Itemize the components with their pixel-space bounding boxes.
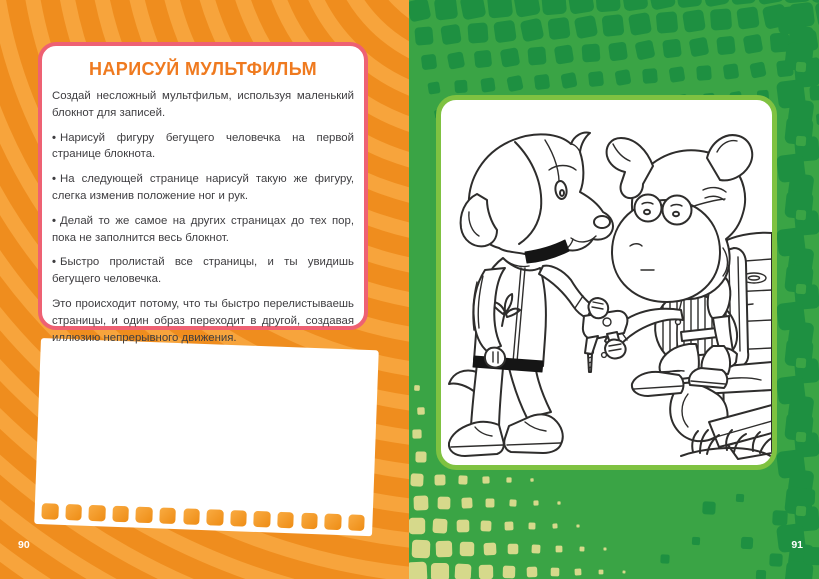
halftone-square	[500, 47, 521, 68]
filmstrip-hole	[65, 504, 82, 521]
bullet-icon: •	[52, 131, 56, 144]
halftone-square	[552, 523, 557, 528]
halftone-square	[434, 474, 445, 485]
halftone-square	[660, 554, 669, 563]
halftone-square	[409, 0, 431, 22]
halftone-square	[603, 547, 606, 550]
halftone-square	[628, 12, 652, 36]
halftone-square	[530, 478, 533, 481]
halftone-square	[531, 544, 540, 553]
bullet-item	[52, 254, 354, 288]
halftone-square	[409, 518, 425, 534]
halftone-square	[483, 542, 496, 555]
bullet-icon: •	[52, 173, 56, 186]
halftone-square	[421, 54, 437, 70]
halftone-square	[431, 563, 449, 579]
coloring-illustration	[441, 100, 772, 465]
halftone-square	[556, 546, 563, 553]
halftone-square	[814, 0, 819, 28]
halftone-square	[796, 62, 807, 73]
halftone-square	[796, 506, 807, 517]
dad-hand	[605, 339, 626, 358]
halftone-square	[434, 0, 459, 21]
halftone-square	[736, 6, 760, 30]
halftone-square	[480, 520, 491, 531]
halftone-square	[669, 66, 686, 83]
halftone-square	[427, 81, 440, 94]
illustration-card	[436, 95, 777, 470]
halftone-square	[520, 18, 545, 43]
halftone-square	[527, 46, 546, 65]
filmstrip-hole	[159, 507, 176, 524]
halftone-square	[796, 136, 807, 147]
puppy-character	[449, 133, 613, 456]
halftone-square	[743, 34, 764, 55]
halftone-square	[716, 36, 736, 56]
halftone-square	[513, 0, 541, 18]
halftone-square	[415, 451, 426, 462]
halftone-square	[702, 0, 730, 8]
halftone-square	[741, 537, 754, 550]
bullet-text: Нарисуй фигуру бегущего человечка на первой странице блокнота.	[52, 131, 354, 161]
filmstrip-hole	[301, 512, 318, 529]
activity-title: НАРИСУЙ МУЛЬТФИЛЬМ	[88, 59, 318, 79]
halftone-square	[588, 71, 604, 87]
dad-dog-character	[605, 135, 752, 396]
puppy-nose	[594, 216, 610, 228]
halftone-square	[479, 565, 494, 579]
halftone-square	[710, 8, 732, 30]
halftone-square	[676, 0, 703, 8]
halftone-square	[410, 473, 423, 486]
halftone-square	[506, 477, 511, 482]
halftone-square	[796, 210, 807, 221]
halftone-square	[567, 0, 594, 15]
halftone-square	[457, 520, 470, 533]
page-number-left: 90	[18, 539, 30, 551]
halftone-square	[412, 429, 421, 438]
halftone-square	[432, 518, 447, 533]
halftone-square	[533, 500, 538, 505]
halftone-square	[438, 497, 451, 510]
halftone-square	[474, 50, 492, 68]
halftone-square	[692, 537, 700, 545]
puppy-hand	[588, 298, 608, 318]
halftone-square	[547, 17, 570, 40]
activity-card	[38, 42, 368, 344]
halftone-square	[796, 358, 807, 369]
filmstrip-hole	[230, 510, 247, 527]
halftone-square	[527, 567, 538, 578]
outro-paragraph: Это происходит потому, что ты быстро перелистываешь страницы, и один образ переходит в другой, создавая иллюзию непрерывного движения.	[52, 297, 354, 344]
halftone-square	[574, 568, 581, 575]
filmstrip-hole	[112, 505, 129, 522]
filmstrip-hole	[206, 509, 223, 526]
halftone-square	[509, 499, 516, 506]
halftone-square	[447, 51, 466, 70]
halftone-square	[689, 37, 710, 58]
halftone-square	[458, 475, 467, 484]
halftone-square	[595, 0, 621, 12]
halftone-square	[702, 501, 716, 515]
halftone-square	[506, 75, 523, 92]
halftone-square	[804, 547, 819, 566]
intro-paragraph: Создай несложный мультфильм, используя маленький блокнот для записей.	[52, 90, 354, 119]
halftone-square	[557, 501, 560, 504]
halftone-square	[503, 566, 516, 579]
halftone-square	[614, 69, 631, 86]
halftone-square	[412, 540, 431, 559]
halftone-square	[648, 0, 676, 11]
halftone-square	[736, 494, 744, 502]
filmstrip-hole	[254, 510, 271, 527]
halftone-square	[796, 284, 807, 295]
halftone-square	[413, 495, 428, 510]
bullet-icon: •	[52, 214, 56, 227]
halftone-square	[414, 26, 433, 45]
halftone-square	[769, 553, 783, 567]
halftone-square	[682, 9, 706, 33]
halftone-square	[602, 14, 625, 37]
halftone-square	[467, 22, 488, 43]
halftone-square	[799, 489, 816, 506]
halftone-square	[656, 11, 679, 34]
filmstrip-hole	[277, 511, 294, 528]
halftone-square	[460, 0, 487, 20]
bullet-icon: •	[52, 256, 56, 269]
filmstrip-hole	[41, 503, 58, 520]
left-page	[0, 0, 409, 579]
halftone-square	[508, 544, 519, 555]
halftone-square	[436, 541, 453, 558]
halftone-square	[576, 524, 579, 527]
halftone-square	[574, 15, 599, 40]
halftone-square	[409, 561, 428, 579]
halftone-square	[528, 522, 535, 529]
filmstrip-hole	[324, 513, 341, 530]
halftone-square	[493, 20, 517, 44]
right-page	[409, 0, 819, 579]
bullet-text: На следующей странице нарисуй такую же фигуру, слегка изменив положение ног и рук.	[52, 173, 354, 202]
halftone-square	[696, 65, 712, 81]
halftone-square	[414, 385, 420, 391]
halftone-square	[487, 0, 513, 19]
halftone-square	[662, 39, 682, 59]
bullet-text: Делай то же самое на других страницах до тех пор, пока не заполнится весь блокнот.	[52, 214, 354, 244]
filmstrip-hole	[89, 504, 106, 521]
bullet-text: Быстро пролистай все страницы, и ты увидишь бегущего человечка.	[52, 256, 354, 286]
bullet-item	[52, 130, 354, 164]
filmstrip-hole	[136, 506, 153, 523]
bullet-item	[52, 171, 354, 205]
halftone-square	[482, 476, 489, 483]
halftone-square	[749, 61, 766, 78]
halftone-square	[454, 563, 471, 579]
halftone-square	[560, 72, 577, 89]
halftone-square	[599, 570, 604, 575]
halftone-square	[796, 432, 807, 443]
page-number-right: 91	[791, 539, 803, 551]
halftone-square	[461, 497, 472, 508]
halftone-square	[486, 499, 495, 508]
filmstrip-drawing-area	[34, 338, 379, 536]
halftone-square	[440, 24, 462, 46]
halftone-square	[642, 68, 658, 84]
halftone-square	[551, 568, 560, 577]
halftone-square	[756, 570, 767, 579]
halftone-square	[621, 0, 648, 12]
filmstrip-hole	[348, 514, 365, 531]
halftone-square	[809, 85, 819, 100]
halftone-square	[417, 407, 425, 415]
halftone-square	[634, 39, 655, 60]
halftone-square	[772, 510, 788, 526]
halftone-square	[608, 41, 628, 61]
halftone-square	[504, 521, 513, 530]
halftone-square	[480, 77, 495, 92]
halftone-square	[454, 80, 468, 94]
halftone-square	[534, 74, 550, 90]
halftone-square	[541, 0, 567, 16]
filmstrip-hole	[183, 508, 200, 525]
halftone-square	[622, 570, 625, 573]
halftone-square	[730, 0, 756, 5]
halftone-square	[460, 542, 475, 557]
halftone-square	[723, 63, 740, 80]
halftone-square	[554, 44, 574, 64]
halftone-square	[579, 546, 584, 551]
halftone-square	[582, 44, 601, 63]
bullet-item	[52, 213, 354, 247]
